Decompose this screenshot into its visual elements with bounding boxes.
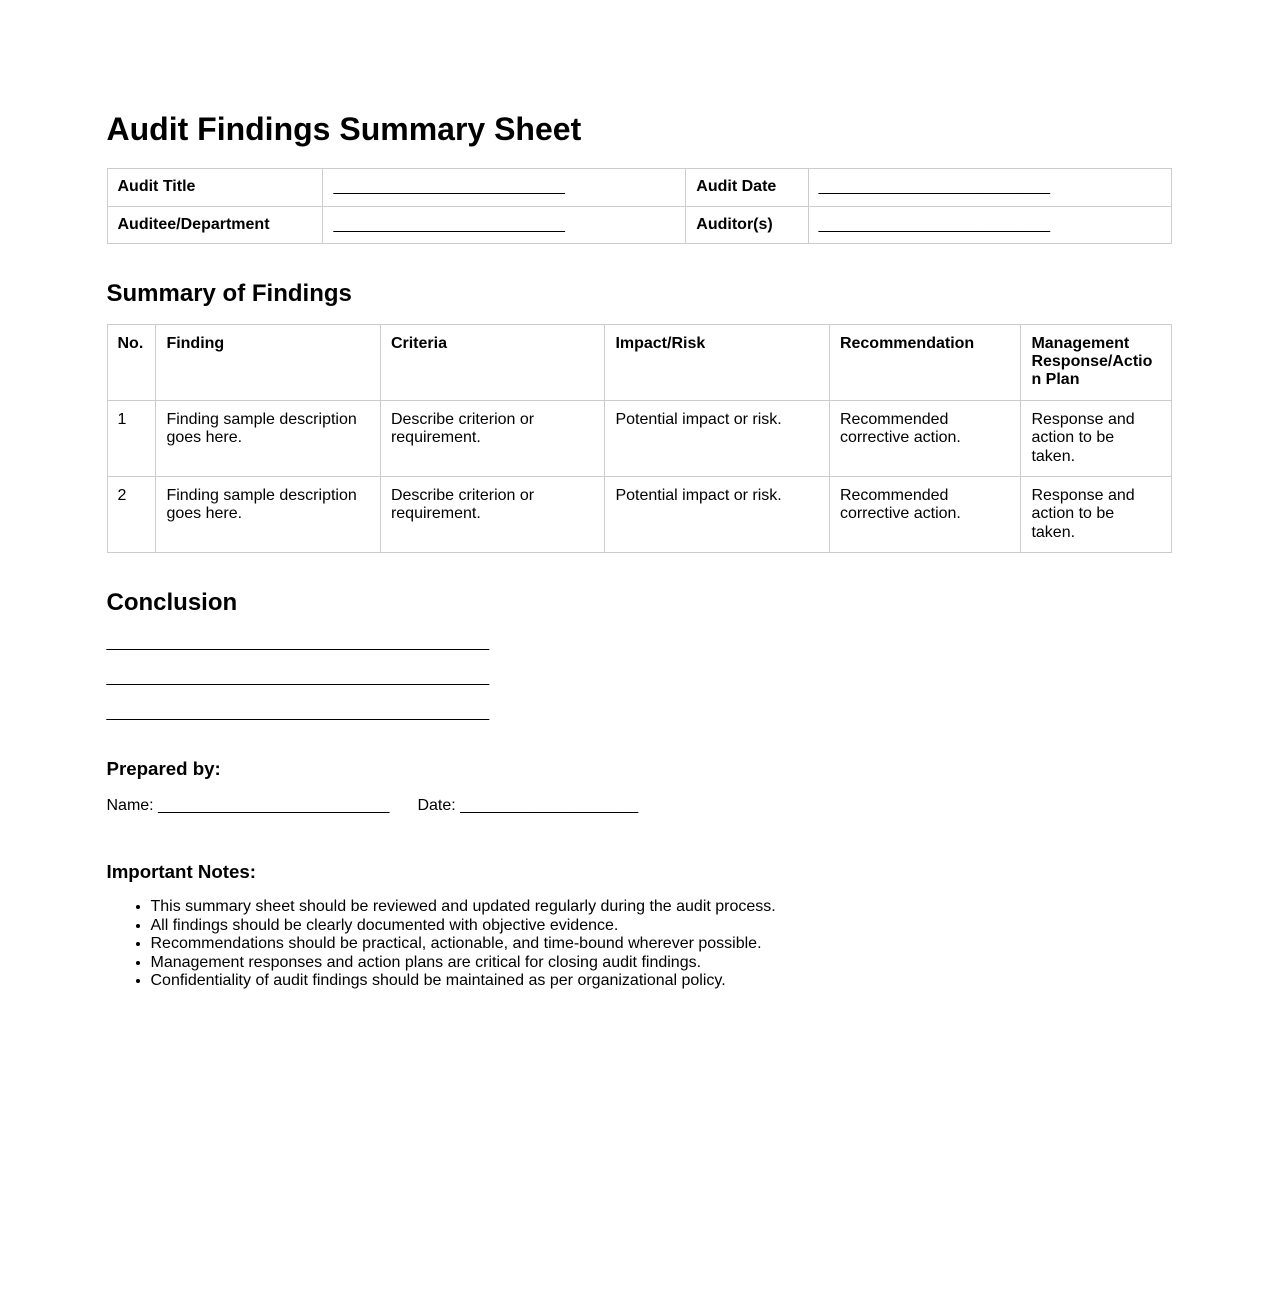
audit-date-blank-line: __________________________ [808,169,1171,206]
management-response-cell: Response and action to be taken. [1021,400,1171,476]
audit-info-table [107,168,1172,244]
conclusion-blank-line: ___________________________________________ [106,633,490,651]
note-item: • Recommendations should be practical, actionable, and time-bound wherever possible. [151,935,1172,953]
name-label: Name: [106,796,154,814]
recommendation-cell: Recommended corrective action. [829,400,1021,476]
date-label: Date: [417,796,456,814]
criteria-cell: Describe criterion or requirement. [380,400,605,476]
column-header-recommendation: Recommendation [829,324,1021,400]
note-item: • All findings should be clearly documented with objective evidence. [151,917,1172,935]
signature-line [107,796,1172,815]
column-header-impact-risk: Impact/Risk [605,324,830,400]
findings-header-row [107,324,1171,400]
column-header-criteria: Criteria [380,324,605,400]
audit-info-row [107,206,1171,243]
audit-info-row [107,169,1171,206]
auditors-label: Auditor(s) [686,206,808,243]
auditee-department-label: Auditee/Department [107,206,323,243]
finding-no-cell: 1 [107,400,156,476]
auditee-department-blank-line: __________________________ [323,206,686,243]
important-notes-heading: Important Notes: [106,860,256,882]
audit-date-label: Audit Date [686,169,808,206]
note-item: • Management responses and action plans are critical for closing audit findings. [151,954,1172,972]
page-title: Audit Findings Summary Sheet [106,111,582,147]
audit-title-blank-line: __________________________ [323,169,686,206]
prepared-by-heading: Prepared by: [106,758,221,780]
important-notes-list [107,898,1172,990]
date-group [417,797,638,814]
note-item: • Confidentiality of audit findings should be maintained as per organizational policy. [151,972,1172,990]
impact-risk-cell: Potential impact or risk. [605,400,830,476]
conclusion-blank-line: ___________________________________________ [106,704,490,722]
finding-row [107,476,1171,552]
conclusion-heading: Conclusion [106,589,238,617]
name-blank-line: __________________________ [158,796,390,814]
column-header-no: No. [107,324,156,400]
column-header-finding: Finding [156,324,381,400]
finding-no-cell: 2 [107,476,156,552]
finding-cell: Finding sample description goes here. [156,476,381,552]
note-item: • This summary sheet should be reviewed and updated regularly during the audit process. [151,898,1172,916]
impact-risk-cell: Potential impact or risk. [605,476,830,552]
findings-table [107,324,1172,554]
document-page [107,0,1172,1066]
auditors-blank-line: __________________________ [808,206,1171,243]
date-blank-line: ____________________ [460,796,639,814]
conclusion-blank-line: ___________________________________________ [106,668,490,686]
recommendation-cell: Recommended corrective action. [829,476,1021,552]
column-header-management-response: Management Response/Action Plan [1021,324,1171,400]
finding-cell: Finding sample description goes here. [156,400,381,476]
criteria-cell: Describe criterion or requirement. [380,476,605,552]
audit-title-label: Audit Title [107,169,323,206]
finding-row [107,400,1171,476]
summary-of-findings-heading: Summary of Findings [106,279,352,307]
management-response-cell: Response and action to be taken. [1021,476,1171,552]
